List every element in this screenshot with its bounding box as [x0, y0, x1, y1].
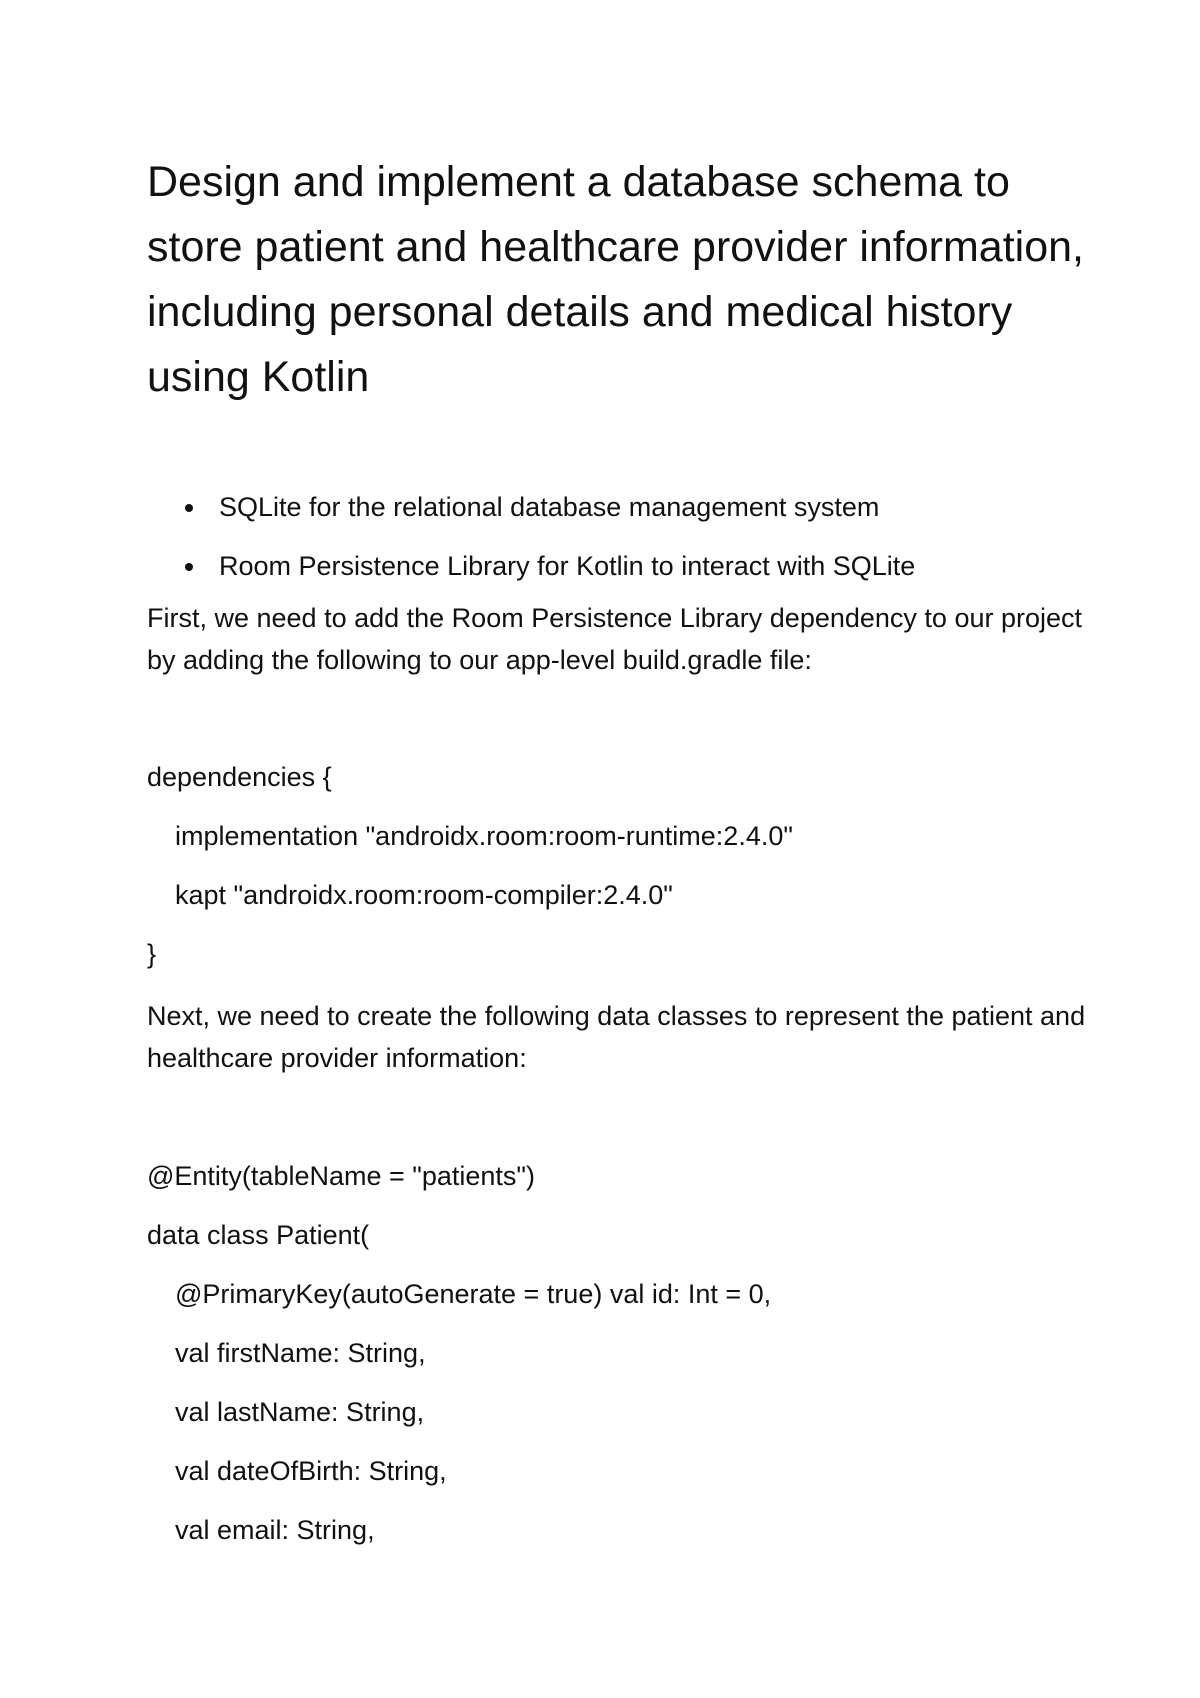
bullet-item — [147, 478, 1047, 537]
code-line: val email: String, — [175, 1515, 375, 1545]
paragraph-data-classes-intro: Next, we need to create the following data classes to represent the patient and healthcare provider information: — [147, 1001, 1086, 1073]
code-line: } — [147, 939, 157, 969]
code-line: data class Patient( — [147, 1220, 370, 1250]
document-title: Design and implement a database schema to store patient and healthcare provider information, including personal details and medical history using Kotlin — [147, 158, 1084, 401]
bullet-dot-icon — [185, 563, 193, 571]
code-line: val dateOfBirth: String, — [175, 1456, 447, 1486]
bullet-text: Room Persistence Library for Kotlin to interact with SQLite — [219, 551, 916, 581]
code-line: val firstName: String, — [175, 1338, 426, 1368]
bullet-item — [147, 537, 1047, 596]
bullet-text: SQLite for the relational database management system — [219, 492, 880, 522]
code-line: kapt "androidx.room:room-compiler:2.4.0" — [175, 880, 673, 910]
code-line: @PrimaryKey(autoGenerate = true) val id: Int = 0, — [175, 1279, 772, 1309]
bullet-list — [147, 478, 1047, 596]
code-line: val lastName: String, — [175, 1397, 425, 1427]
code-block-patient-entity — [147, 1147, 1087, 1560]
code-line: implementation "androidx.room:room-runtime:2.4.0" — [175, 821, 793, 851]
code-line: dependencies { — [147, 762, 332, 792]
bullet-dot-icon — [185, 504, 193, 512]
code-block-dependencies — [147, 748, 1087, 984]
paragraph-dependency-intro: First, we need to add the Room Persistence Library dependency to our project by adding the following to our app-level build.gradle file: — [147, 603, 1083, 675]
code-line: @Entity(tableName = "patients") — [147, 1161, 535, 1191]
